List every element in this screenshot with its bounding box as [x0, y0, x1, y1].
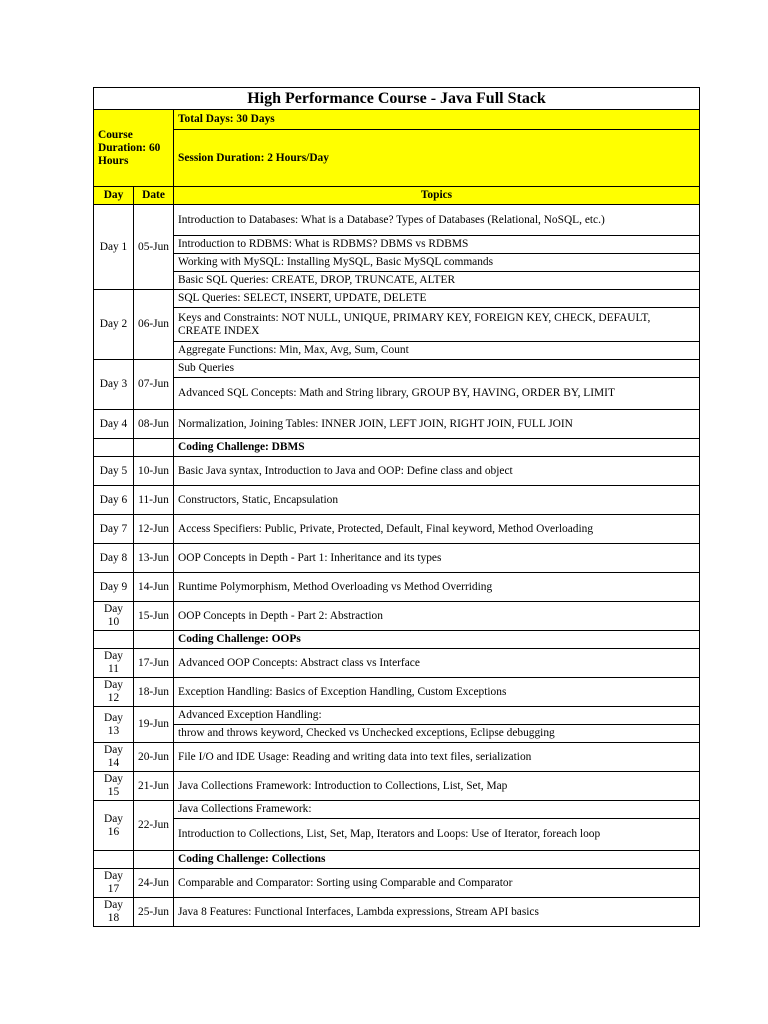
- topic-cell: throw and throws keyword, Checked vs Unchecked exceptions, Eclipse debugging: [174, 725, 700, 743]
- topic-cell: Advanced OOP Concepts: Abstract class vs Interface: [174, 649, 700, 678]
- date-cell: 11-Jun: [134, 486, 174, 515]
- date-cell: 21-Jun: [134, 772, 174, 801]
- header-topics: Topics: [174, 187, 700, 205]
- date-cell: 22-Jun: [134, 801, 174, 851]
- empty-cell: [134, 631, 174, 649]
- schedule-table: [93, 87, 700, 927]
- schedule-row: [94, 254, 700, 272]
- date-cell: 18-Jun: [134, 678, 174, 707]
- schedule-row: [94, 573, 700, 602]
- topic-cell: OOP Concepts in Depth - Part 2: Abstraction: [174, 602, 700, 631]
- topic-cell: Advanced SQL Concepts: Math and String library, GROUP BY, HAVING, ORDER BY, LIMIT: [174, 378, 700, 410]
- date-cell: 07-Jun: [134, 360, 174, 410]
- topic-cell: Runtime Polymorphism, Method Overloading vs Method Overriding: [174, 573, 700, 602]
- topic-cell: Java Collections Framework: Introduction to Collections, List, Set, Map: [174, 772, 700, 801]
- coding-challenge: Coding Challenge: DBMS: [174, 439, 700, 457]
- challenge-row: [94, 631, 700, 649]
- empty-cell: [94, 851, 134, 869]
- topic-cell: Normalization, Joining Tables: INNER JOIN, LEFT JOIN, RIGHT JOIN, FULL JOIN: [174, 410, 700, 439]
- empty-cell: [94, 439, 134, 457]
- date-cell: 06-Jun: [134, 290, 174, 360]
- session-duration: Session Duration: 2 Hours/Day: [174, 130, 700, 187]
- schedule-row: [94, 678, 700, 707]
- title-row: [94, 88, 700, 110]
- topic-cell: Basic SQL Queries: CREATE, DROP, TRUNCATE, ALTER: [174, 272, 700, 290]
- day-cell: Day 8: [94, 544, 134, 573]
- topic-cell: File I/O and IDE Usage: Reading and writing data into text files, serialization: [174, 743, 700, 772]
- day-cell: Day 2: [94, 290, 134, 360]
- empty-cell: [134, 851, 174, 869]
- day-cell: Day 16: [94, 801, 134, 851]
- schedule-row: [94, 743, 700, 772]
- schedule-row: [94, 772, 700, 801]
- topic-cell: Java Collections Framework:: [174, 801, 700, 819]
- topic-cell: OOP Concepts in Depth - Part 1: Inheritance and its types: [174, 544, 700, 573]
- day-cell: Day 12: [94, 678, 134, 707]
- topic-cell: Advanced Exception Handling:: [174, 707, 700, 725]
- schedule-row: [94, 898, 700, 927]
- day-cell: Day 15: [94, 772, 134, 801]
- topic-cell: Keys and Constraints: NOT NULL, UNIQUE, PRIMARY KEY, FOREIGN KEY, CHECK, DEFAULT, CREATE INDEX: [174, 308, 700, 342]
- page-title: High Performance Course - Java Full Stack: [94, 88, 700, 110]
- topic-cell: Sub Queries: [174, 360, 700, 378]
- date-cell: 19-Jun: [134, 707, 174, 743]
- header-date: Date: [134, 187, 174, 205]
- topic-cell: Introduction to RDBMS: What is RDBMS? DBMS vs RDBMS: [174, 236, 700, 254]
- date-cell: 08-Jun: [134, 410, 174, 439]
- empty-cell: [94, 631, 134, 649]
- date-cell: 15-Jun: [134, 602, 174, 631]
- date-cell: 10-Jun: [134, 457, 174, 486]
- day-cell: Day 10: [94, 602, 134, 631]
- day-cell: Day 4: [94, 410, 134, 439]
- coding-challenge: Coding Challenge: Collections: [174, 851, 700, 869]
- topic-cell: Working with MySQL: Installing MySQL, Basic MySQL commands: [174, 254, 700, 272]
- schedule-row: [94, 649, 700, 678]
- day-cell: Day 17: [94, 869, 134, 898]
- schedule-row: [94, 236, 700, 254]
- day-cell: Day 9: [94, 573, 134, 602]
- topic-cell: SQL Queries: SELECT, INSERT, UPDATE, DELETE: [174, 290, 700, 308]
- schedule-row: [94, 602, 700, 631]
- schedule-row: [94, 801, 700, 819]
- schedule-row: [94, 290, 700, 308]
- schedule-row: [94, 515, 700, 544]
- date-cell: 14-Jun: [134, 573, 174, 602]
- coding-challenge: Coding Challenge: OOPs: [174, 631, 700, 649]
- topic-cell: Aggregate Functions: Min, Max, Avg, Sum, Count: [174, 342, 700, 360]
- schedule-row: [94, 707, 700, 725]
- schedule-row: [94, 205, 700, 236]
- topic-cell: Constructors, Static, Encapsulation: [174, 486, 700, 515]
- date-cell: 05-Jun: [134, 205, 174, 290]
- schedule-row: [94, 544, 700, 573]
- header-row: [94, 187, 700, 205]
- schedule-row: [94, 819, 700, 851]
- schedule-row: [94, 272, 700, 290]
- topic-cell: Exception Handling: Basics of Exception Handling, Custom Exceptions: [174, 678, 700, 707]
- summary-row: [94, 130, 700, 187]
- total-days: Total Days: 30 Days: [174, 110, 700, 130]
- date-cell: 13-Jun: [134, 544, 174, 573]
- schedule-row: [94, 486, 700, 515]
- date-cell: 17-Jun: [134, 649, 174, 678]
- day-cell: Day 7: [94, 515, 134, 544]
- schedule-row: [94, 342, 700, 360]
- course-schedule: [93, 87, 699, 927]
- challenge-row: [94, 851, 700, 869]
- schedule-row: [94, 869, 700, 898]
- schedule-row: [94, 308, 700, 342]
- date-cell: 20-Jun: [134, 743, 174, 772]
- topic-cell: Java 8 Features: Functional Interfaces, Lambda expressions, Stream API basics: [174, 898, 700, 927]
- topic-cell: Introduction to Databases: What is a Database? Types of Databases (Relational, NoSQL, etc.): [174, 205, 700, 236]
- header-day: Day: [94, 187, 134, 205]
- day-cell: Day 6: [94, 486, 134, 515]
- challenge-row: [94, 439, 700, 457]
- schedule-row: [94, 378, 700, 410]
- day-cell: Day 18: [94, 898, 134, 927]
- date-cell: 24-Jun: [134, 869, 174, 898]
- schedule-row: [94, 410, 700, 439]
- topic-cell: Introduction to Collections, List, Set, Map, Iterators and Loops: Use of Iterator, foreach loop: [174, 819, 700, 851]
- schedule-row: [94, 725, 700, 743]
- day-cell: Day 1: [94, 205, 134, 290]
- day-cell: Day 13: [94, 707, 134, 743]
- schedule-row: [94, 360, 700, 378]
- date-cell: 25-Jun: [134, 898, 174, 927]
- course-duration: Course Duration: 60 Hours: [94, 110, 174, 187]
- topic-cell: Comparable and Comparator: Sorting using Comparable and Comparator: [174, 869, 700, 898]
- empty-cell: [134, 439, 174, 457]
- schedule-row: [94, 457, 700, 486]
- day-cell: Day 14: [94, 743, 134, 772]
- day-cell: Day 5: [94, 457, 134, 486]
- day-cell: Day 3: [94, 360, 134, 410]
- summary-row: [94, 110, 700, 130]
- topic-cell: Basic Java syntax, Introduction to Java and OOP: Define class and object: [174, 457, 700, 486]
- day-cell: Day 11: [94, 649, 134, 678]
- date-cell: 12-Jun: [134, 515, 174, 544]
- topic-cell: Access Specifiers: Public, Private, Protected, Default, Final keyword, Method Overloading: [174, 515, 700, 544]
